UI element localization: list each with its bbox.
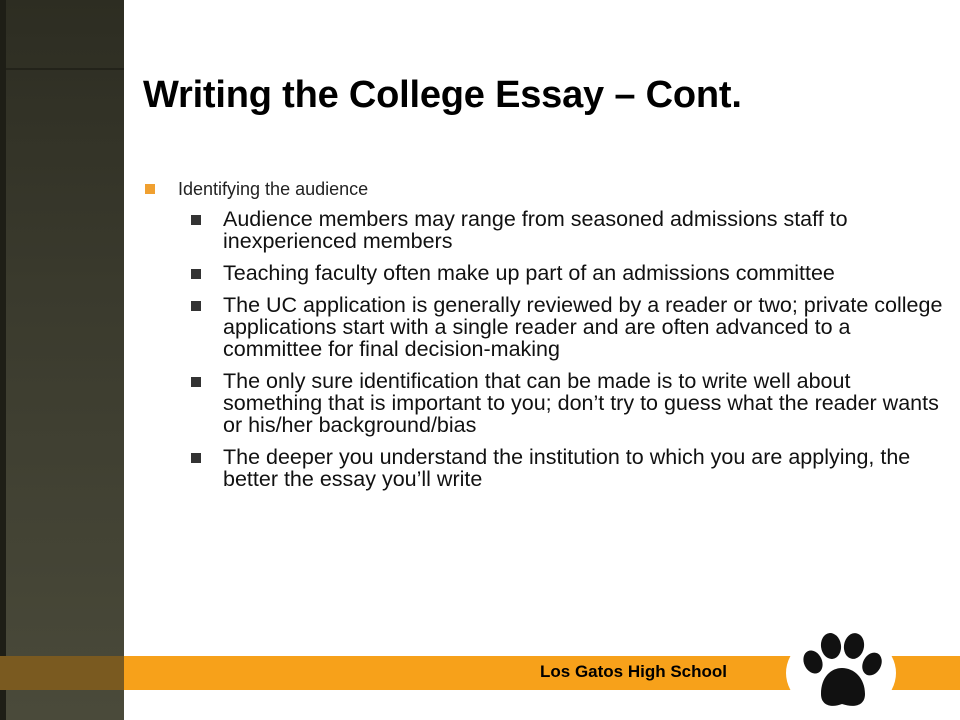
sub-bullet-square-icon: [191, 269, 201, 279]
sub-bullet-text: The deeper you understand the institution to which you are applying, the better the essay you’ll write: [223, 445, 911, 491]
footer-sidebar-segment: [0, 656, 124, 690]
sub-bullet-text: The only sure identification that can be made is to write well about something that is important to you; don’t try to guess what the reader wants or his/her background/bias: [223, 369, 939, 437]
sub-bullet-square-icon: [191, 215, 201, 225]
sub-bullet-item: [143, 370, 943, 436]
sidebar: [0, 0, 124, 720]
sub-bullet-item: [143, 294, 943, 360]
sub-bullet-text: Teaching faculty often make up part of an admissions committee: [223, 261, 835, 285]
sub-bullet-text: The UC application is generally reviewed by a reader or two; private college applications start with a single reader and are often advanced to a committee for final decision-making: [223, 293, 943, 361]
bullet-item: [143, 178, 943, 200]
bullet-square-icon: [145, 184, 155, 194]
sub-bullet-square-icon: [191, 453, 201, 463]
sub-bullet-list: [143, 208, 943, 490]
sub-bullet-item: [143, 262, 943, 284]
bullet-text: Identifying the audience: [178, 179, 369, 199]
sub-bullet-square-icon: [191, 377, 201, 387]
sub-bullet-item: [143, 208, 943, 252]
paw-print-icon: [799, 632, 885, 712]
school-name: Los Gatos High School: [540, 662, 728, 681]
sub-bullet-item: [143, 446, 943, 490]
sidebar-divider: [6, 68, 124, 70]
slide-content: [143, 178, 943, 500]
slide-title: Writing the College Essay – Cont.: [143, 74, 742, 116]
sidebar-edge: [0, 0, 6, 720]
sub-bullet-text: Audience members may range from seasoned admissions staff to inexperienced members: [223, 207, 848, 253]
sub-bullet-square-icon: [191, 301, 201, 311]
